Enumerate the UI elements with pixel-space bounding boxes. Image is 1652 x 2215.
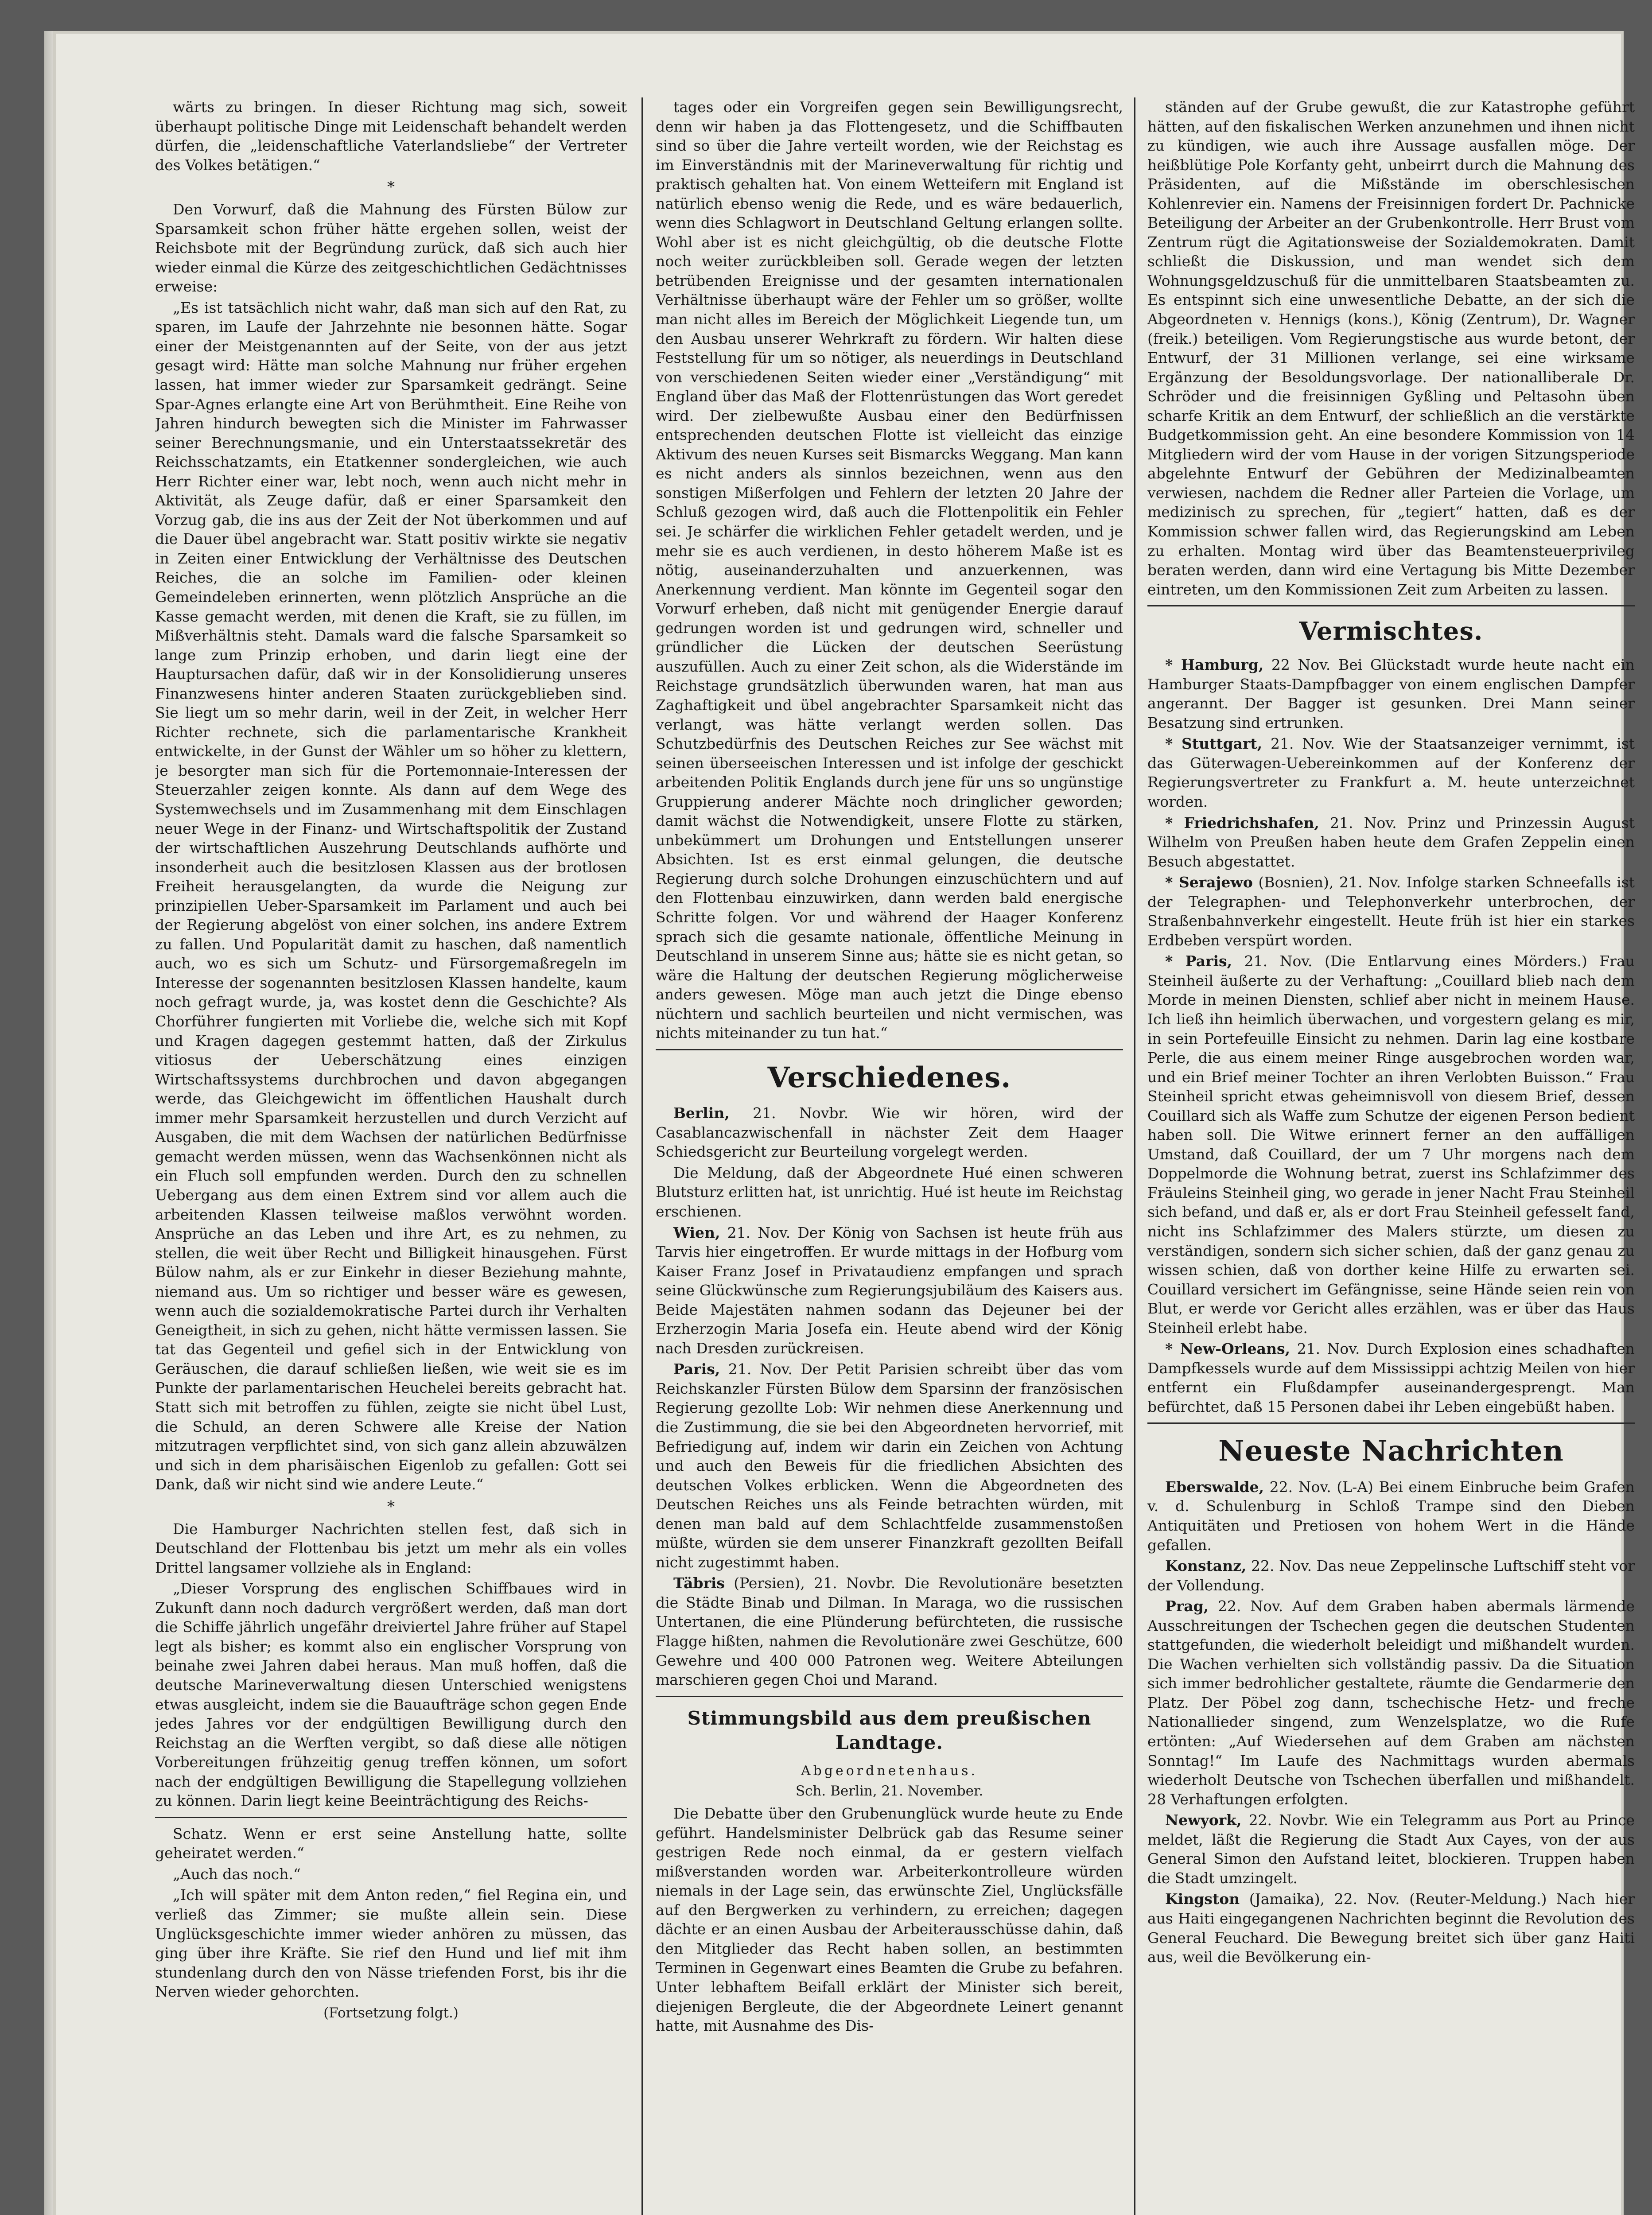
dateline-place: Eberswalde, [1165,1478,1264,1496]
article-text: wärts zu bringen. In dieser Richtung mag sich, soweit überhaupt politische Dinge mit Leidenschaft behandelt werden dürfen, die „leidenschaftliche Vaterlandsliebe“ der Vertreter des Volkes betätigen.“ [155,98,627,174]
news-text: 21. Nov. Der König von Sachsen ist heute früh aus Tarvis hier eingetroffen. Er wurde mittags in der Hofburg vom Kaiser Franz Josef in Privataudienz empfangen und sprach seine Glückwünsche zum Regierungsjubiläum des Kaisers aus. Beide Majestäten nahmen sodann das Dejeuner bei der Erzherzogin Maria Josefa ein. Heute abend wird der König nach Dresden zurückreisen. [656,1224,1123,1357]
article-text: Die Hamburger Nachrichten stellen fest, daß sich in Deutschland der Flottenbau bis jetzt um mehr als ein volles Drittel langsamer vollziehe als in England: [155,1520,627,1576]
dateline-place: Prag, [1165,1597,1209,1615]
dateline-place: Wien, [673,1224,720,1241]
news-item [1147,655,1635,732]
news-text: (Persien), 21. Novbr. Die Revolutionäre besetzten die Städte Binab und Dilman. In Maraga, wo die russischen Untertanen, die eine Plünderung befürchteten, die russische Flagge hißten, nahmen die Revolutionäre zwei Geschütze, 600 Gewehre und 400 000 Patronen weg. Weitere Abteilungen marschieren gegen Choi und Marand. [656,1574,1123,1689]
news-item [656,1223,1123,1358]
dateline-place: * Friedrichshafen, [1165,814,1319,832]
news-item [1147,1597,1635,1809]
dateline-place: Berlin, [673,1104,730,1122]
news-text: 21. Nov. (Die Entlarvung eines Mörders.) Frau Steinheil äußerte zu der Verhaftung: „Couillard blieb nach dem Morde in meinen Diensten, schlief aber nicht in meinem Hause. Ich ließ ihn heimlich überwachen, und vorgestern gelang es mir, in sein Portefeuille Einsicht zu nehmen. Darin lag eine kostbare Perle, die aus einem meiner Ringe ausgebrochen worden war, und ein Brief meiner Tochter an ihren Verlobten Buisson.“ Frau Steinheil spricht etwas geheimnisvoll von diesem Brief, dessen Couillard sich als Waffe zum Schutze der eigenen Person bedient haben soll. Die Witwe erinnert ferner an den auffälligen Umstand, daß Couillard, der um 7 Uhr morgens nach dem Doppelmorde die Wohnung betrat, zuerst ins Schlafzimmer des Fräuleins Steinheil ging, wo gerade in jener Nacht Frau Steinheil sich befand, und daß er, als er dort Frau Steinheil gefesselt fand, nicht ins Schlafzimmer des Malers stürzte, um diesen zu verständigen, sondern sich sicher schien, daß der ganz genau zu wissen schien, daß von dorther keine Hilfe zu erwarten sei. Couillard versichert im Gefängnisse, seine Hände seien rein von Blut, er werde vor Gericht alles erzählen, was er über das Haus Steinheil erlebt habe. [1147,952,1635,1337]
dateline-place: * Hamburg, [1165,656,1264,674]
dateline-place: * Stuttgart, [1165,735,1263,753]
section-separator: * [387,178,395,196]
article-text: ständen auf der Grube gewußt, die zur Katastrophe geführt hätten, auf den fiskalischen Werken anzunehmen und ihnen nicht zu kündigen, wie auch ihre Aussage ausfallen möge. Der heißblütige Pole Korfanty geht, unbeirrt durch die Mahnung des Präsidenten, auf die Mißstände im oberschlesischen Kohlenrevier ein. Namens der Freisinnigen fordert Dr. Pachnicke Beteiligung der Arbeiter an der Grubenkontrolle. Herr Brust vom Zentrum rügt die Agitationsweise der Sozialdemokraten. Damit schließt die Diskussion, und man wendet sich dem Wohnungsgeldzuschuß für die unmittelbaren Staatsbeamten zu. Es entspinnt sich eine unwesentliche Debatte, an der sich die Abgeordneten v. Hennigs (kons.), König (Zentrum), Dr. Wagner (freik.) beteiligen. Vom Regierungstische aus wurde betont, der Entwurf, der 31 Millionen verlange, sei eine wirksame Ergänzung der Besoldungsvorlage. Der nationalliberale Dr. Schröder und die freisinnigen Gyßling und Peltasohn üben scharfe Kritik an dem Entwurf, der schließlich an die verstärkte Budgetkommission geht. An eine besondere Kommission von 14 Mitgliedern wird der vom Hause in der vorigen Sitzungsperiode abgelehnte Entwurf der Gebühren der Medizinalbeamten verwiesen, nachdem die Redner aller Parteien die Vorlage, um medizinisch zu sprechen, für „tegiert“ hatten, daß es der Kommission schwer fallen wird, das Regierungskind am Leben zu erhalten. Montag wird über das Beamtensteuerprivileg beraten werden, dann wird eine Vertagung bis Mitte Dezember eintreten, um den Kommissionen Zeit zum Arbeiten zu lassen. [1147,98,1635,598]
news-item [1147,1477,1635,1554]
serial-text: „Ich will später mit dem Anton reden,“ fiel Regina ein, und verließ das Zimmer; sie mußte allein sein. Diese Unglücksgeschichte immer wieder anhören zu müssen, das ging über ihre Kräfte. Sie rief den Hund und lief mit ihm stundenlang durch den von Nässe triefenden Forst, bis ihr die Nerven wieder gehorchten. [155,1886,627,2001]
news-item [656,1574,1123,1689]
news-item [1147,1811,1635,1888]
news-text: 22. Nov. Das neue Zeppelinsche Luftschiff steht vor der Vollendung. [1147,1557,1635,1594]
news-item [1147,1339,1635,1416]
section-heading-verschiedenes: Verschiedenes. [767,1061,1011,1094]
news-text: 21. Nov. Prinz und Prinzessin August Wilhelm von Preußen haben heute dem Grafen Zeppelin einen Besuch abgestattet. [1147,814,1635,870]
news-text: (Jamaika), 22. Nov. (Reuter-Meldung.) Nach hier aus Haiti eingegangenen Nachrichten beginnt die Revolution des General Feuchard. Die Bewegung breitet sich über ganz Haiti aus, weil die Bevölkerung ein- [1147,1890,1635,1966]
news-text: 21. Nov. Wie der Staatsanzeiger vernimmt, ist das Güterwagen-Uebereinkommen auf der Konferenz der Regierungsvertreter zu Frankfurt a. M. heute unterzeichnet worden. [1147,735,1635,810]
report-dateline: Sch. Berlin, 21. November. [795,1783,983,1799]
section-heading-landtag: Stimmungsbild aus dem preußischen Landtage. [687,1707,1092,1754]
news-item [1147,1889,1635,1966]
divider [1147,1422,1635,1424]
news-text: 22. Nov. Auf dem Graben haben abermals lärmende Ausschreitungen der Tschechen gegen die deutschen Studenten stattgefunden, die wiederholt beleidigt und mißhandelt wurden. Die Wachen verhielten sich vollständig passiv. Da die Situation sich immer bedrohlicher gestaltete, räumte die Gendarmerie den Platz. Der Pöbel zog dann, tschechische Hetz- und freche Nationallieder singend, zum Wenzelsplatze, wo die Rufe ertönten: „Auf Wiedersehen auf dem Graben am nächsten Sonntag!“ Im Laufe des Nachmittags wurden abermals wiederholt Deutsche von Tschechen überfallen und mißhandelt. 28 Verhaftungen erfolgten. [1147,1597,1635,1808]
column-right [1147,97,1635,2215]
dateline-place: * Serajewo [1165,874,1253,891]
divider [155,1817,627,1818]
dateline-place: Kingston [1165,1890,1240,1908]
news-item [1147,952,1635,1337]
column-rule [1134,97,1135,2215]
serial-text: Schatz. Wenn er erst seine Anstellung hatte, sollte geheiratet werden.“ [155,1825,627,1862]
dateline-place: Paris, [673,1360,720,1378]
news-text: 21. Novbr. Wie wir hören, wird der Casablancazwischenfall in nächster Zeit dem Haager Schiedsgericht zur Beurteilung vorgelegt werden. [656,1104,1123,1161]
divider [656,1696,1123,1697]
section-separator: * [387,1497,395,1516]
dateline-place: Täbris [673,1574,725,1592]
divider [1147,605,1635,606]
dateline-place: Konstanz, [1165,1557,1247,1575]
news-item [1147,873,1635,950]
column-middle [656,97,1123,2215]
column-left [155,97,627,2215]
news-item [1147,813,1635,871]
article-quote: tages oder ein Vorgreifen gegen sein Bewilligungsrecht, denn wir haben ja das Flottengesetz, und die Schiffbauten sind so über die Jahre verteilt worden, wie der Reichstag es im Einverständnis mit der Marineverwaltung für richtig und praktisch gehalten hat. Von einem Wetteifern mit England ist natürlich ebenso wenig die Rede, und es wäre bedauerlich, wenn dies Schlagwort in Deutschland Geltung erlangen sollte. Wohl aber ist es nicht gleichgültig, ob die deutsche Flotte noch weiter zurückbleiben soll. Gerade wegen der letzten betrübenden Ereignisse und der gesamten internationalen Verhältnisse überhaupt wäre der Fehler um so größer, wollte man nicht alles im Bereich der Möglichkeit Liegende tun, um den Ausbau unserer Wehrkraft zu fördern. Wir halten diese Feststellung für um so nötiger, als neuerdings in Deutschland von verschiedenen Seiten wieder einer „Verständigung“ mit England über das Maß der Flottenrüstungen das Wort geredet wird. Der zielbewußte Ausbau einer den Bedürfnissen entsprechenden deutschen Flotte ist vielleicht das einzige Aktivum des neuen Kurses seit Bismarcks Weggang. Man kann es nicht anders als sinnlos bezeichnen, wenn aus den sonstigen Mißerfolgen und Fehlern der letzten 20 Jahre der Schluß gezogen wird, daß auch die Flottenpolitik ein Fehler sei. Je schärfer die wirklichen Fehler getadelt werden, und je mehr sie es auch verdienen, in desto höherem Maße ist es nötig, auseinanderzuhalten und anzuerkennen, was Anerkennung verdient. Man könnte im Gegenteil sogar den Vorwurf erheben, daß nicht mit genügender Energie darauf gedrungen worden ist und gedrungen wird, schneller und gründlicher die Lücken der deutschen Seerüstung auszufüllen. Auch zu einer Zeit schon, als die Widerstände im Reichstage grundsätzlich überwunden waren, hat man aus Zaghaftigkeit und übel angebrachter Sparsamkeit nicht das verlangt, was hätte verlangt werden sollen. Das Schutzbedürfnis des Deutschen Reiches zur See wächst mit seinen überseeischen Interessen und ist infolge der geschickt arbeitenden Politik Englands durch jene für uns so ungünstige Gruppierung anderer Mächte noch dringlicher geworden; damit wächst die Notwendigkeit, unsere Flotte zu stärken, unbekümmert um Drohungen und Entstellungen unserer Absichten. Ist es erst einmal gelungen, die deutsche Regierung durch solche Drohungen einzuschüchtern und auf den Flottenbau einzuwirken, dann werden bald energische Schritte folgen. Vor und während der Haager Konferenz sprach sich die gesamte nationale, öffentliche Meinung in Deutschland in unserem Sinne aus; hätte sie es nicht getan, so wäre die Haltung der deutschen Regierung möglicherweise anders gewesen. Möge man auch jetzt die Dinge ebenso nüchtern und sachlich beurteilen und nicht vermischen, was nichts miteinander zu tun hat.“ [656,98,1123,1042]
continuation-note: (Fortsetzung folgt.) [323,2005,459,2021]
section-heading-neueste-nachrichten: Neueste Nachrichten [1218,1434,1564,1468]
news-text: 22 Nov. Bei Glückstadt wurde heute nacht ein Hamburger Staats-Dampfbagger von einem englischen Dampfer angerannt. Der Bagger ist gesunken. Drei Mann seiner Besatzung sind ertrunken. [1147,656,1635,731]
serial-text: „Auch das noch.“ [173,1865,301,1883]
news-text: 21. Nov. Durch Explosion eines schadhaften Dampfkessels wurde auf dem Mississippi achtzig Meilen von hier entfernt ein Flußdampfer auseinandergesprengt. Man befürchtet, daß 15 Personen dabei ihr Leben eingebüßt haben. [1147,1340,1635,1415]
news-item [1147,734,1635,811]
dateline-place: Newyork, [1165,1811,1242,1829]
news-text: 22. Novbr. Wie ein Telegramm aus Port au Prince meldet, läßt die Regierung die Stadt Aux Cayes, von der aus General Simon den Aufstand leitet, blockieren. Truppen haben die Stadt umzingelt. [1147,1811,1635,1887]
article-quote: „Es ist tatsächlich nicht wahr, daß man sich auf den Rat, zu sparen, im Laufe der Jahrzehnte nie besonnen hätte. Sogar einer der Meistgenannten auf der Seite, von der aus jetzt gesagt wird: Hätte man solche Mahnung nur früher ergehen lassen, hat immer wieder zur Sparsamkeit gedrängt. Seine Spar-Agnes erlangte eine Art von Berühmtheit. Eine Reihe von Jahren hindurch bewegten sich die Minister im Fahrwasser seiner Berechnungsmanie, und ein Unterstaatssekretär des Reichsschatzamts, ein Etatkenner sondergleichen, wie auch Herr Richter einer war, lebt noch, wenn auch nicht mehr in Aktivität, als Zeuge dafür, daß er einer Sparsamkeit den Vorzug gab, die ins aus der Zeit der Not überkommen und auf die Dauer übel angebracht war. Statt positiv wirkte sie negativ in Zeiten einer Entwicklung der Verhältnisse des Deutschen Reiches, die an solche im Familien- oder kleinen Gemeindeleben erinnerten, wenn plötzlich Ansprüche an die Kasse gemacht werden, mit denen die Kraft, sie zu füllen, im Mißverhältnis steht. Damals ward die falsche Sparsamkeit so lange zum Prinzip erhoben, und darin liegt eine der Hauptursachen dafür, daß wir in der Konsolidierung unseres Finanzwesens hinter anderen Staaten zurückgeblieben sind. Sie liegt um so mehr darin, weil in der Zeit, in welcher Herr Richter rechnete, sich die parlamentarische Krankheit entwickelte, in der Gunst der Wähler um so höher zu klettern, je besorgter man sich für die Portemonnaie-Interessen der Steuerzahler zeigen konnte. Als dann auf dem Wege des Systemwechsels und im Zusammenhang mit dem Einschlagen neuer Wege in der Finanz- und Wirtschaftspolitik der Zustand der wirtschaftlichen Auszehrung Deutschlands aufhörte und insonderheit auch die besitzlosen Klassen aus der brotlosen Freiheit herausgelangten, da wurde die Neigung zur prinzipiellen Ueber-Sparsamkeit im Parlament und auch bei der Regierung abgelöst von einer solchen, ins andere Extrem zu fallen. Und Popularität damit zu haschen, daß namentlich auch, wo es sich um Schutz- und Fürsorgemaßregeln im Interesse der sogenannten besitzlosen Klassen handelte, kaum noch gefragt wurde, ja, was kostet denn die Geschichte? Als Chorführer fungierten mit Vorliebe die, welche sich mit Kopf und Kragen dagegen gestemmt hatten, daß der Zirkulus vitiosus der Ueberschätzung eines einzigen Wirtschaftssystems durchbrochen und davon abgegangen werde, das Gleichgewicht im öffentlichen Haushalt durch immer mehr Sparsamkeit herzustellen und durch Verzicht auf Ausgaben, die mit dem Wachsen der natürlichen Bedürfnisse gemacht werden müssen, wenn das Wachsenkönnen nicht als ein Fluch soll empfunden werden. Durch den zu schnellen Uebergang aus dem einen Extrem sind vor allem auch die arbeitenden Klassen teilweise maßlos verwöhnt worden. Ansprüche an das Leben und ihre Art, es zu nehmen, zu stellen, die weit über Recht und Billigkeit hinausgehen. Fürst Bülow nahm, als er zur Einkehr in dieser Beziehung mahnte, niemand aus. Um so richtiger und besser wäre es gewesen, wenn auch die sozialdemokratische Partei durch ihr Verhalten Geneigtheit, in sich zu gehen, nicht hätte vermissen lassen. Sie tat das Gegenteil und gefiel sich in der Entwicklung von Geräuschen, die darauf schließen ließen, wie weit sie es im Punkte der parlamentarischen Heuchelei bereits gebracht hat. Statt sich mit betroffen zu fühlen, zeigte sie nicht übel Lust, die Schuld, an deren Schwere alle Kreise der Nation mitzutragen verpflichtet sind, von sich ganz allein abzuwälzen und sich in dem pharisäischen Eigenlob zu gefallen: Gott sei Dank, daß wir nicht sind wie andere Leute.“ [155,299,627,1493]
page-content [155,97,1652,2215]
dateline-place: * New-Orleans, [1165,1340,1291,1358]
article-quote: „Dieser Vorsprung des englischen Schiffbaues wird in Zukunft dann noch dadurch vergrößert werden, daß man dort die Schiffe jährlich ungefähr dreiviertel Jahre früher auf Stapel legt als bisher; es kommt also ein englischer Vorsprung von beinahe zwei Jahren dabei heraus. Man muß hoffen, daß die deutsche Marineverwaltung diesen Unterschied wenigstens etwas ausgleicht, indem sie die Bauaufträge schon gegen Ende jedes Jahres vor der endgültigen Bewilligung durch den Reichstag an die Werften vergibt, so daß diese alle nötigen Vorbereitungen frühzeitig genug treffen können, um sofort nach der endgültigen Bewilligung die Stapellegung vollziehen zu können. Darin liegt keine Beeinträchtigung des Reichs- [155,1580,627,1810]
article-text: Die Debatte über den Grubenunglück wurde heute zu Ende geführt. Handelsminister Delbrück gab das Resume seiner gestrigen Rede noch einmal, da er gestern vielfach mißverstanden worden war. Arbeiterkontrolleure würden niemals in der Lage sein, das erwünschte Ziel, Unglücksfälle auf den Bergwerken zu verhindern, zu erreichen; dagegen dächte er an einen Ausbau der Arbeiterausschüsse dahin, daß den Mitglieder das Recht haben sollen, an bestimmten Terminen in Gegenwart eines Beamten die Grube zu befahren. Unter lebhaftem Beifall erklärt der Minister sich bereit, diejenigen Bergleute, die der Abgeordnete Leinert genannt hatte, mit Ausnahme des Dis- [656,1805,1123,2035]
news-text: 22. Nov. (L-A) Bei einem Einbruche beim Grafen v. d. Schulenburg in Schloß Trampe sind den Dieben Antiquitäten und Pretiosen von hohem Wert in die Hände gefallen. [1147,1478,1635,1554]
article-text: Den Vorwurf, daß die Mahnung des Fürsten Bülow zur Sparsamkeit schon früher hätte ergehen sollen, weist der Reichsbote mit der Begründung zurück, daß sich auch hier wieder einmal die Kürze des zeitgeschichtlichen Gedächtnisses erweise: [155,201,627,295]
divider [656,1049,1123,1050]
news-text: 21. Nov. Der Petit Parisien schreibt über das vom Reichskanzler Fürsten Bülow dem Sparsinn der französischen Regierung gezollte Lob: Wir nehmen diese Anerkennung und die Zustimmung, die sie bei den Abgeordneten hervorrief, mit Befriedigung auf, indem wir darin ein Zeichen von Achtung und auch den Beweis für die friedlichen Absichten des deutschen Volkes erblicken. Wenn die Abgeordneten des Deutschen Reiches uns als Feinde betrachten würden, mit denen man bald auf dem Schlachtfelde zusammenstoßen müßte, würden sie dem unserer Finanzkraft gezollten Beifall nicht zugestimmt haben. [656,1360,1123,1571]
news-text: (Bosnien), 21. Nov. Infolge starken Schneefalls ist der Telegraphen- und Telephonverkehr unterbrochen, der Straßenbahnverkehr eingestellt. Heute früh ist hier ein starkes Erdbeben verspürt worden. [1147,874,1635,949]
news-item [1147,1556,1635,1595]
newspaper-page [53,31,1635,2215]
section-subheading: Abgeordnetenhaus. [801,1763,978,1779]
section-heading-vermischtes: Vermischtes. [1299,617,1483,646]
dateline-place: * Paris, [1165,952,1232,970]
news-text: Die Meldung, daß der Abgeordnete Hué einen schweren Blutsturz erlitten hat, ist unrichtig. Hué ist heute im Reichstag erschienen. [656,1164,1123,1220]
news-item [656,1360,1123,1572]
news-item [656,1104,1123,1162]
column-rule [641,97,643,2215]
